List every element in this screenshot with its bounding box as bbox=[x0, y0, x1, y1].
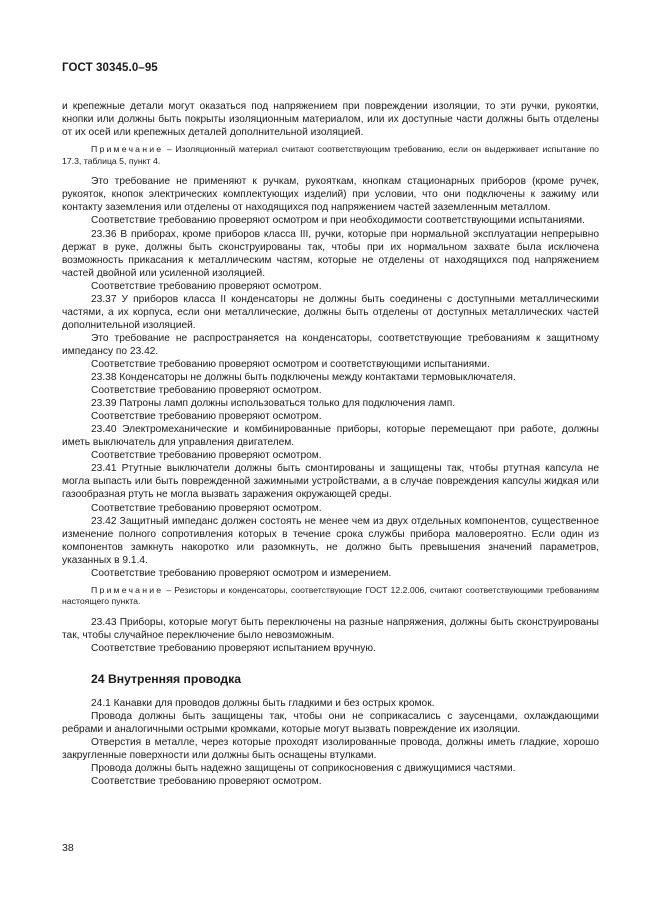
paragraph: Соответствие требованию проверяют осмотром. bbox=[91, 450, 322, 462]
paragraph: Это требование не применяют к ручкам, рукояткам, кнопкам стационарных приборов (кроме ручек, рукояток, кнопок электрических комплектующих изделий) при условии, что они подключены к зажиму или контакту заземления или отделены от находящихся под напряжением частей заземленным металлом. bbox=[62, 176, 599, 214]
document-header: ГОСТ 30345.0–95 bbox=[62, 62, 158, 74]
note-text: – Резисторы и конденсаторы, соответствующие ГОСТ 12.2.006, считают соответствующими требованиям настоящего пункта. bbox=[62, 584, 599, 607]
document-body bbox=[62, 100, 599, 788]
paragraph: и крепежные детали могут оказаться под напряжением при повреждении изоляции, то эти ручки, рукоятки, кнопки или должны быть покрыты изоляционным материалом, или их доступные части должны быть отделены от их осей или крепежных деталей дополнительной изоляцией. bbox=[62, 101, 599, 139]
paragraph: Соответствие требованию проверяют осмотром и соответствующими испытаниями. bbox=[91, 358, 490, 370]
paragraph: Провода должны быть надежно защищены от соприкосновения с движущимися частями. bbox=[91, 763, 516, 775]
document-page bbox=[62, 62, 599, 788]
paragraph: Это требование не распространяется на конденсаторы, соответствующие требованиям к защитному импедансу по 23.42. bbox=[62, 332, 599, 357]
paragraph: Соответствие требованию проверяют осмотром. bbox=[91, 280, 322, 292]
paragraph: Соответствие требованию проверяют осмотром. bbox=[91, 502, 322, 514]
paragraph: Отверстия в металле, через которые проходят изолированные провода, должны иметь гладкие, хорошо закругленные поверхности или должны быть оснащены втулками. bbox=[62, 737, 599, 762]
paragraph: 23.39 Патроны ламп должны использоваться только для подключения ламп. bbox=[91, 398, 456, 410]
section-heading: 24 Внутренняя проводка bbox=[91, 672, 242, 687]
page-number: 38 bbox=[62, 842, 74, 854]
paragraph: 23.43 Приборы, которые могут быть переключены на разные напряжения, должны быть сконструированы так, чтобы случайное переключение было невозможным. bbox=[62, 616, 599, 642]
paragraph: 23.41 Ртутные выключатели должны быть смонтированы и защищены так, чтобы ртутная капсула не могла выпасть или быть поврежденной зажимными устройствами, а в случае повреждения капсулы жидкая или газообразная ртуть не могла вызвать заражения окружающей среды. bbox=[62, 463, 599, 501]
note-paragraph bbox=[62, 585, 599, 608]
paragraph: 23.38 Конденсаторы не должны быть подключены между контактами термовыключателя. bbox=[91, 372, 516, 384]
note-text: – Изоляционный материал считают соответствующим требованию, если он выдерживает испытание по 17.3, таблица 5, пункт 4. bbox=[62, 144, 599, 166]
paragraph: 23.37 У приборов класса II конденсаторы не должны быть соединены с доступными металлическими частями, а их корпуса, если они металлические, должны быть отделены от доступных металлических частей дополнительной изоляцией. bbox=[62, 293, 599, 331]
note-label: Примечание bbox=[91, 584, 164, 595]
paragraph: Соответствие требованию проверяют осмотром и при необходимости соответствующими испытаниями. bbox=[91, 215, 585, 227]
paragraph: Соответствие требованию проверяют осмотром. bbox=[91, 411, 322, 423]
paragraph: 23.42 Защитный импеданс должен состоять не менее чем из двух отдельных компонентов, существенное изменение полного сопротивления которых в течение срока службы прибора маловероятно. Если один из компонентов замкнуть накоротко или разомкнуть, не должно быть превышения значений параметров, указанных в 9.1.4. bbox=[62, 515, 599, 566]
paragraph: Соответствие требованию проверяют осмотром. bbox=[91, 776, 322, 788]
paragraph: Провода должны быть защищены так, чтобы они не соприкасались с заусенцами, охлаждающими ребрами и аналогичными острыми кромками, которые могут вызвать повреждение их изоляции. bbox=[62, 711, 599, 736]
paragraph: 24.1 Канавки для проводов должны быть гладкими и без острых кромок. bbox=[91, 698, 435, 710]
paragraph: Соответствие требованию проверяют осмотром. bbox=[91, 385, 322, 397]
note-label: Примечание bbox=[91, 144, 164, 155]
paragraph: 23.40 Электромеханические и комбинированные приборы, которые перемещают при работе, должны иметь выключатель для управления двигателем. bbox=[62, 424, 599, 449]
paragraph: 23.36 В приборах, кроме приборов класса III, ручки, которые при нормальной эксплуатации непрерывно держат в руке, должны быть сконструированы так, чтобы при их нормальном захвате была исключена возможность прикасания к металлическим частям, которые не отделены от находящихся под напряжением частей двойной или усиленной изоляцией. bbox=[62, 228, 599, 279]
note-paragraph bbox=[62, 144, 599, 167]
paragraph: Соответствие требованию проверяют осмотром и измерением. bbox=[91, 567, 392, 579]
paragraph: Соответствие требованию проверяют испытанием вручную. bbox=[91, 643, 376, 655]
